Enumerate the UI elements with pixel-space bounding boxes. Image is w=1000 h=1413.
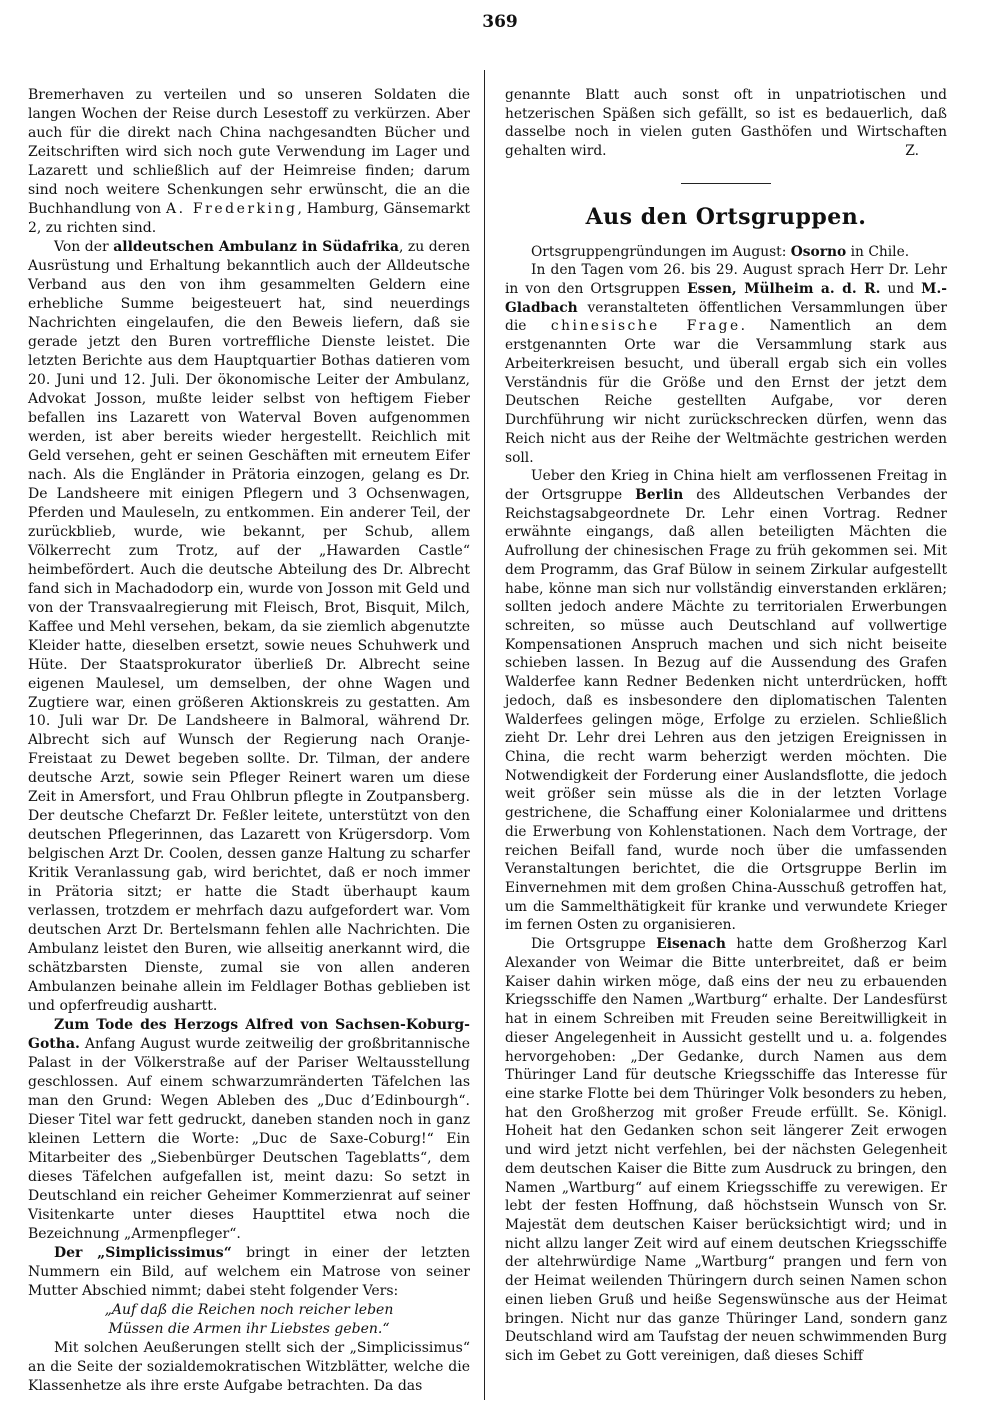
bookshop-name: A. Frederking <box>166 200 298 217</box>
left-paragraph-2: Von der alldeutschen Ambulanz in Südafrika, zu deren Ausrüstung und Erhaltung bekanntlich auch der Alldeutsche Verband aus den von ihm gesammelten Geldern eine erhebliche Summe beigesteuert hat, sind neuerdings Nachrichten eingelaufen, die den Beweis liefern, daß sie gerade jetzt den Buren vortreffliche Dienste leistet. Die letzten Berichte aus dem Hauptquartier Bothas datieren vom 20. Juni und 12. Juli. Der ökonomische Leiter der Ambulanz, Advokat Josson, mußte leider selbst von heftigem Fieber befallen ins Lazarett von Waterval Boven aufgenommen werden, ist aber bereits wieder hergestellt. Reichlich mit Geld versehen, geht er seinen Geschäften mit erneutem Eifer nach. Als die Engländer in Prätoria einzogen, gelang es Dr. De Landsheere mit einigen Pflegern und 3 Ochsenwagen, Pferden und Mauleseln, zu entkommen. Ein anderer Teil, der zurückblieb, wurde, wie bekannt, per Schub, allem Völkerrecht zum Trotz, auf der „Hawarden Castle“ heimbefördert. Auch die deutsche Abteilung des Dr. Albrecht fand sich in Machadodorp ein, wurde von Josson mit Geld und von der Transvaalregierung mit Fleisch, Brot, Bisquit, Milch, Kaffee und Mehl versehen, bekam, da sie ziemlich abgenutzte Kleider hatte, dieselben ersetzt, sowie neues Schuhwerk und Hüte. Der Staatsprokurator überließ Dr. Albrecht seine eigenen Maulesel, um demselben, der ohne Wagen und Zugtiere war, einen größeren Aktionskreis zu gestatten. Am 10. Juli war Dr. De Landsheere in Balmoral, während Dr. Albrecht sich auf Wunsch der Regierung nach Oranje-Freistaat zu Dewet begeben sollte. Dr. Tilman, der andere deutsche Arzt, sowie sein Pfleger Reinert waren um diese Zeit in Amersfort, und Frau Ohlbrun pflegte in Zoutpansberg. Der deutsche Chefarzt Dr. Feßler leitete, unterstützt von den deutschen Pflegerinnen, das Lazarett von Krügersdorp. Vom belgischen Arzt Dr. Coolen, dessen ganze Haltung zu scharfer Kritik Veranlassung gab, wird berichtet, daß er noch immer in Prätoria sitzt; er hatte die Stadt überhaupt kaum verlassen, trotzdem er mehrfach dazu aufgefordert war. Vom deutschen Arzt Dr. Bertelsmann fehlen alle Nachrichten. Die Ambulanz leistet den Buren, wie allseitig anerkannt wird, die schätzbarsten Dienste, zumal sie von allen anderen Ambulanzen beinahe allein im Feldlager Bothas geblieben ist und opferfreudig aushartt. <box>28 238 471 1015</box>
duke-heading: Zum Tode des Herzogs Alfred von Sachsen-Koburg-Gotha. <box>28 1017 470 1053</box>
right-paragraph-1: Ortsgruppengründungen im August: Osorno in Chile. <box>531 243 910 260</box>
section-rule <box>681 183 771 184</box>
verse-line-2: Müssen die Armen ihr Liebstes geben.“ <box>108 1320 390 1337</box>
left-paragraph-1: Bremerhaven zu verteilen und so unseren Soldaten die langen Wochen der Reise durch Lesestoff zu verkürzen. Aber auch für die direkt nach China nachgesandten Bücher und Zeitschriften wird sich noch gute Verwendung im Lager und Lazarett und schließlich auf der Heimreise finden; darum sind noch weitere Schenkungen sehr erwünscht, die an die Buchhandlung von A. Frederking, Hamburg, Gänsemarkt 2, zu richten sind. <box>28 87 470 236</box>
right-paragraph-3: Ueber den Krieg in China hielt am verflossenen Freitag in der Ortsgruppe Berlin des Alldeutschen Verbandes der Reichstagsabgeordnete Dr. Lehr einen Vortrag. Redner erwähnte eingangs, daß allen beteiligten Mächten die Aufrollung der chinesischen Frage zu früh gekommen sei. Mit dem Programm, das Graf Bülow in seinem Zirkular aufgestellt habe, könne man sich nur vollständig einverstanden erklären; sollten jedoch andere Mächte zu territorialen Erwerbungen schreiten, so müsse auch Deutschland auf vollwertige Kompensationen Anspruch machen und sich nicht beiseite schieben lassen. In Bezug auf die Aussendung des Grafen Walderfee kann Redner Bedenken nicht unterdrücken, hofft jedoch, daß es insbesondere den diplomatischen Talenten Walderfees gelingen möge, Erfolge zu erzielen. Schließlich zieht Dr. Lehr drei Lehren aus den jetzigen Ereignissen in China, die recht warm beherzigt werden möchten. Die Notwendigkeit der Forderung einer Auslandsflotte, die jedoch weit größer sein müsse als die in der letzten Vorlage gestrichene, die Schaffung einer Kolonialarmee und drittens die Erwerbung von Kohlenstationen. Nach dem Vortrage, der reichen Beifall fand, wurde noch über die umfassenden Veranstaltungen berichtet, die die Ortsgruppe Berlin im Einvernehmen mit dem großen China-Ausschuß getroffen hat, um die Sammelthätigkeit für kranke und verwundete Krieger im fernen Osten zu organisieren. <box>505 468 947 934</box>
ambulance-heading: alldeutschen Ambulanz in Südafrika <box>113 238 399 255</box>
right-paragraph-0: genannte Blatt auch sonst oft in unpatriotischen und hetzerischen Späßen sich gefällt, so ist es bedauerlich, daß dasselbe noch in vielen guten Gasthöfen und Wirtschaften gehalten wird. Z. <box>505 87 947 160</box>
page-number: 369 <box>482 12 518 32</box>
left-paragraph-5: Mit solchen Aeußerungen stellt sich der „Simplicissimus“ an die Seite der sozialdemokratischen Witzblätter, welche die Klassenhetze als ihre erste Aufgabe betrachten. Da das <box>28 1339 470 1394</box>
left-paragraph-3: Zum Tode des Herzogs Alfred von Sachsen-Koburg-Gotha. Anfang August wurde zeitweilig der großbritannische Palast in der Völkerstraße auf der Pariser Weltausstellung geschlossen. Auf einem schwarzumränderten Täfelchen las man den Grund: Wegen Ableben des „Duc d’Edinbourgh“. Dieser Titel war fett gedruckt, daneben standen noch in ganz kleinen Lettern die Worte: „Duc de Saxe-Coburg!“ Ein Mitarbeiter des „Siebenbürger Deutschen Tageblatts“, dem dieses Täfelchen aufgefallen ist, meint dazu: So setzt in Deutschland ein reicher Geheimer Kommerzienrat auf seiner Visitenkarte unter dieses Haupttitel etwa noch die Bezeichnung „Armenpfleger“. <box>28 1017 470 1243</box>
right-column <box>505 86 947 1366</box>
verse-line-1: „Auf daß die Reichen noch reicher leben <box>104 1302 394 1318</box>
column-divider <box>484 70 485 1400</box>
right-paragraph-4: Die Ortsgruppe Eisenach hatte dem Großherzog Karl Alexander von Weimar die Bitte unterbreitet, daß er beim Kaiser dahin wirken möge, daß eins der neu zu erbauenden Kriegsschiffe den Namen „Wartburg“ erhalte. Der Landesfürst hat in einem Schreiben mit Freuden seine Bereitwilligkeit in dieser Angelegenheit in Aussicht gestellt und u. a. folgendes hervorgehoben: „Der Gedanke, durch Namen aus dem Thüringer Land für deutsche Kriegsschiffe das Interesse für eine starke Flotte bei dem Thüringer Volk besonders zu heben, hat den Großherzog mit großer Freude erfüllt. Se. Königl. Hoheit hat den Gedanken schon seit längerer Zeit erwogen und wird jetzt nicht verfehlen, bei der nächsten Gelegenheit dem deutschen Kaiser die Bitte zum Ausdruck zu bringen, den Namen „Wartburg“ auf einem Kriegsschiffe zu verewigen. Er lebt der festen Hoffnung, daß höchstsein Wunsch von Sr. Majestät dem deutschen Kaiser berücksichtigt wird; und in nicht allzu langer Zeit wird auf einem deutschen Kriegsschiffe der altehrwürdige Name „Wartburg“ prangen und fern von der Heimat weilenden Thüringern durch seinen Namen schon einen lieben Gruß und heiße Segenswünsche aus der Heimat bringen. Nicht nur das ganze Thüringer Land, sondern ganz Deutschland wird am Taufstag der neuen schwimmenden Burg sich im Gebet zu Gott vereinigen, daß dieses Schiff <box>505 936 947 1364</box>
author-signature: Z. <box>905 143 919 160</box>
simplicissimus-heading: Der „Simplicissimus“ <box>54 1245 232 1262</box>
right-paragraph-2: In den Tagen vom 26. bis 29. August sprach Herr Dr. Lehr in von den Ortsgruppen Essen, Mülheim a. d. R. und M.-Gladbach veranstalteten öffentlichen Versammlungen über die chinesische Frage. Namentlich an dem erstgenannten Orte war die Versammlung stark aus Arbeiterkreisen besucht, und überall ergab sich ein volles Verständnis für die Größe und den Ernst der jetzt dem Deutschen Reiche gestellten Aufgabe, vor deren Durchführung wir nicht zurückschrecken dürfen, wenn das Reich nicht aus der Reihe der Weltmächte gestrichen werden soll. <box>505 262 948 466</box>
left-paragraph-4: Der „Simplicissimus“ bringt in einer der letzten Nummern ein Bild, auf welchem ein Matrose von seiner Mutter Abschied nimmt; dabei steht folgender Vers: <box>28 1245 470 1300</box>
section-heading: Aus den Ortsgruppen. <box>585 203 867 230</box>
left-column <box>28 86 470 1396</box>
